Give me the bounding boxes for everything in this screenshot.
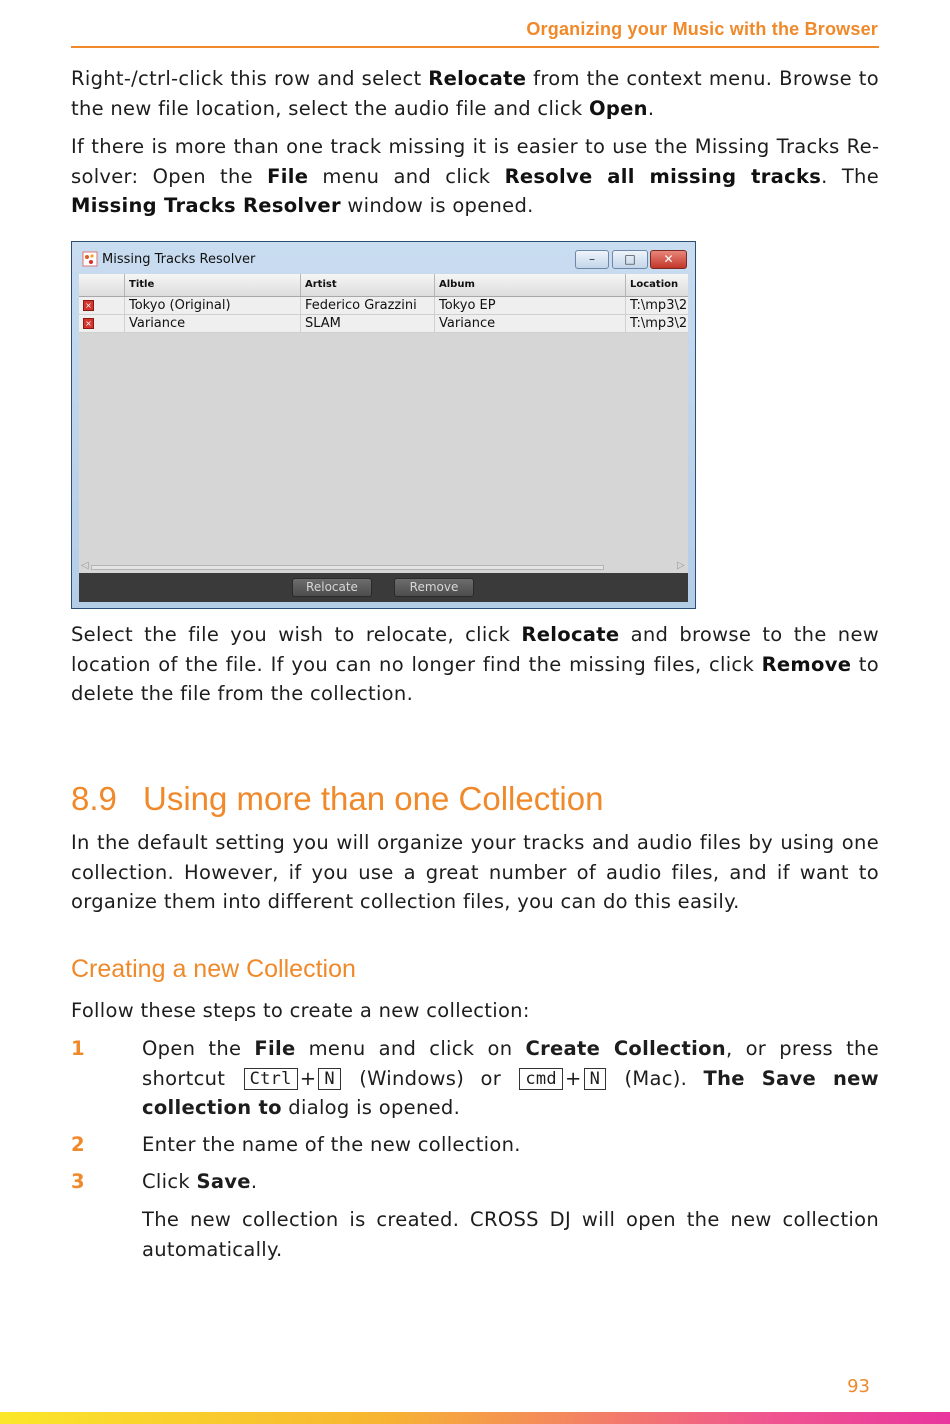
cell-location: T:\mp3\2 (625, 297, 688, 314)
cmd-key: cmd (519, 1068, 563, 1090)
cell-album: Variance (434, 315, 625, 332)
header-rule (71, 46, 879, 48)
section-body: In the default setting you will organize your tracks and audio files by using one collection. However, if you use a great number of audio files, and if want to organize them into different collection files, you can do this easily. (71, 831, 879, 913)
scroll-right-icon[interactable]: ▷ (677, 560, 685, 571)
step-text: Enter the name of the new collection. (142, 1133, 521, 1156)
footer-gradient-bar (0, 1412, 950, 1424)
cell-artist: SLAM (300, 315, 434, 332)
step-text: Open the File menu and click on Create Collection, or press the shortcut Ctrl + N (Windows) or cmd + N (Mac). The Save new collection to dialog is opened. (142, 1037, 879, 1119)
step-number: 1 (71, 1037, 85, 1060)
window-title: Missing Tracks Resolver (102, 252, 256, 267)
table-header (79, 274, 688, 297)
subsection-heading: Creating a new Collection (71, 955, 356, 983)
scroll-left-icon[interactable]: ◁ (81, 560, 89, 571)
cell-title: Variance (124, 315, 300, 332)
section-heading (71, 780, 603, 818)
ctrl-key: Ctrl (244, 1068, 298, 1090)
minimize-button[interactable]: – (575, 250, 609, 269)
section-number: 8.9 (71, 780, 117, 817)
table-area (79, 274, 688, 602)
steps-lead: Follow these steps to create a new collection: (71, 999, 530, 1022)
step-number: 2 (71, 1133, 85, 1156)
cell-location: T:\mp3\2 (625, 315, 688, 332)
missing-icon: × (83, 318, 94, 329)
after-screenshot-paragraph: Select the file you wish to relocate, click Relocate and browse to the new location of the file. If you can no longer find the missing files, click Remove to delete the file from the collection. (71, 623, 879, 705)
close-button[interactable]: ✕ (650, 250, 687, 269)
scroll-track[interactable] (91, 565, 604, 570)
intro-paragraph-2: If there is more than one track missing it is easier to use the Missing Tracks Resolver: Open the File menu and click Resolve all missing tracks. The Missing Tracks Resolver window is opened. (71, 135, 880, 217)
step-number: 3 (71, 1170, 85, 1193)
button-bar (79, 573, 688, 602)
app-icon (82, 251, 98, 267)
cell-artist: Federico Grazzini (300, 297, 434, 314)
table-row[interactable] (79, 297, 688, 315)
cell-title: Tokyo (Original) (124, 297, 300, 314)
maximize-button[interactable]: □ (612, 250, 648, 269)
step-text: Click Save. (142, 1170, 258, 1193)
cell-album: Tokyo EP (434, 297, 625, 314)
remove-button[interactable]: Remove (394, 578, 474, 597)
missing-tracks-resolver-window (71, 241, 696, 609)
column-header-artist[interactable]: Artist (300, 274, 434, 296)
column-header-album[interactable]: Album (434, 274, 625, 296)
missing-icon: × (83, 300, 94, 311)
section-title: Using more than one Collection (143, 780, 604, 817)
n-key: N (584, 1068, 607, 1090)
intro-paragraph-1: Right-/ctrl-click this row and select Relocate from the context menu. Browse to the new file location, select the audio file and click Open. (71, 67, 879, 120)
step-result: The new collection is created. CROSS DJ will open the new collection automatically. (142, 1208, 879, 1261)
table-row[interactable] (79, 315, 688, 333)
column-header-location[interactable]: Location (625, 274, 688, 296)
page-number: 93 (847, 1376, 870, 1397)
running-header: Organizing your Music with the Browser (526, 19, 878, 39)
n-key: N (318, 1068, 341, 1090)
horizontal-scrollbar[interactable] (79, 562, 688, 573)
relocate-button[interactable]: Relocate (292, 578, 372, 597)
column-header-title[interactable]: Title (124, 274, 300, 296)
